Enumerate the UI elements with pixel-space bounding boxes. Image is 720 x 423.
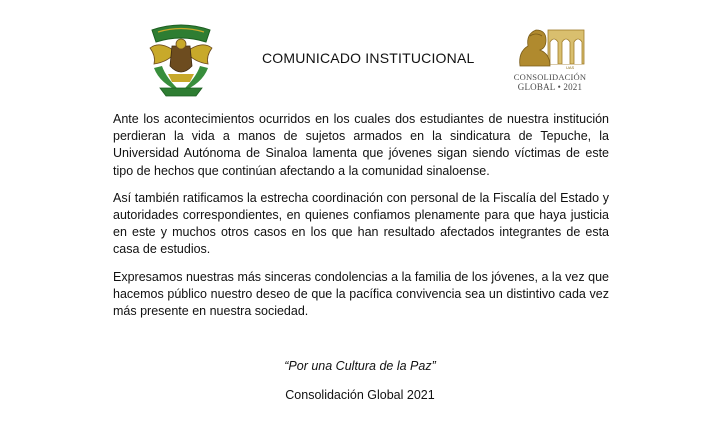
paragraph-3: Expresamos nuestras más sinceras condolencias a la familia de los jóvenes, a la vez que hacemos público nuestro deseo de que la pacífica convivencia sea un distintivo cada vez más presente en nuestra sociedad. [113,269,609,319]
uas-eagle-crest-icon [146,18,216,100]
page-title: COMUNICADO INSTITUCIONAL [262,50,475,66]
seal-line-2: GLOBAL • 2021 [517,82,583,92]
communique-body [113,111,609,330]
closing-signature: Consolidación Global 2021 [285,388,435,402]
seal-line-1: CONSOLIDACIÓN [513,72,587,82]
slogan: “Por una Cultura de la Paz” [284,359,436,373]
paragraph-2: Así también ratificamos la estrecha coordinación con personal de la Fiscalía del Estado y autoridades correspondientes, en quienes confiamos plenamente para que haya justicia en este y muchos otros casos en los que han resultado afectados integrantes de esta casa de estudios. [113,190,609,257]
seal-tag: UAS [566,65,575,70]
consolidacion-global-seal [510,22,590,98]
consolidacion-global-seal-icon [510,22,590,70]
paragraph-1: Ante los acontecimientos ocurridos en los cuales dos estudiantes de nuestra institución perdieran la vida a manos de sujetos armados en la sindicatura de Tepuche, la Universidad Autónoma de Sinaloa lamenta que jóvenes sigan siendo víctimas de este tipo de hechos que continúan afectando a la comunidad sinaloense. [113,112,609,178]
